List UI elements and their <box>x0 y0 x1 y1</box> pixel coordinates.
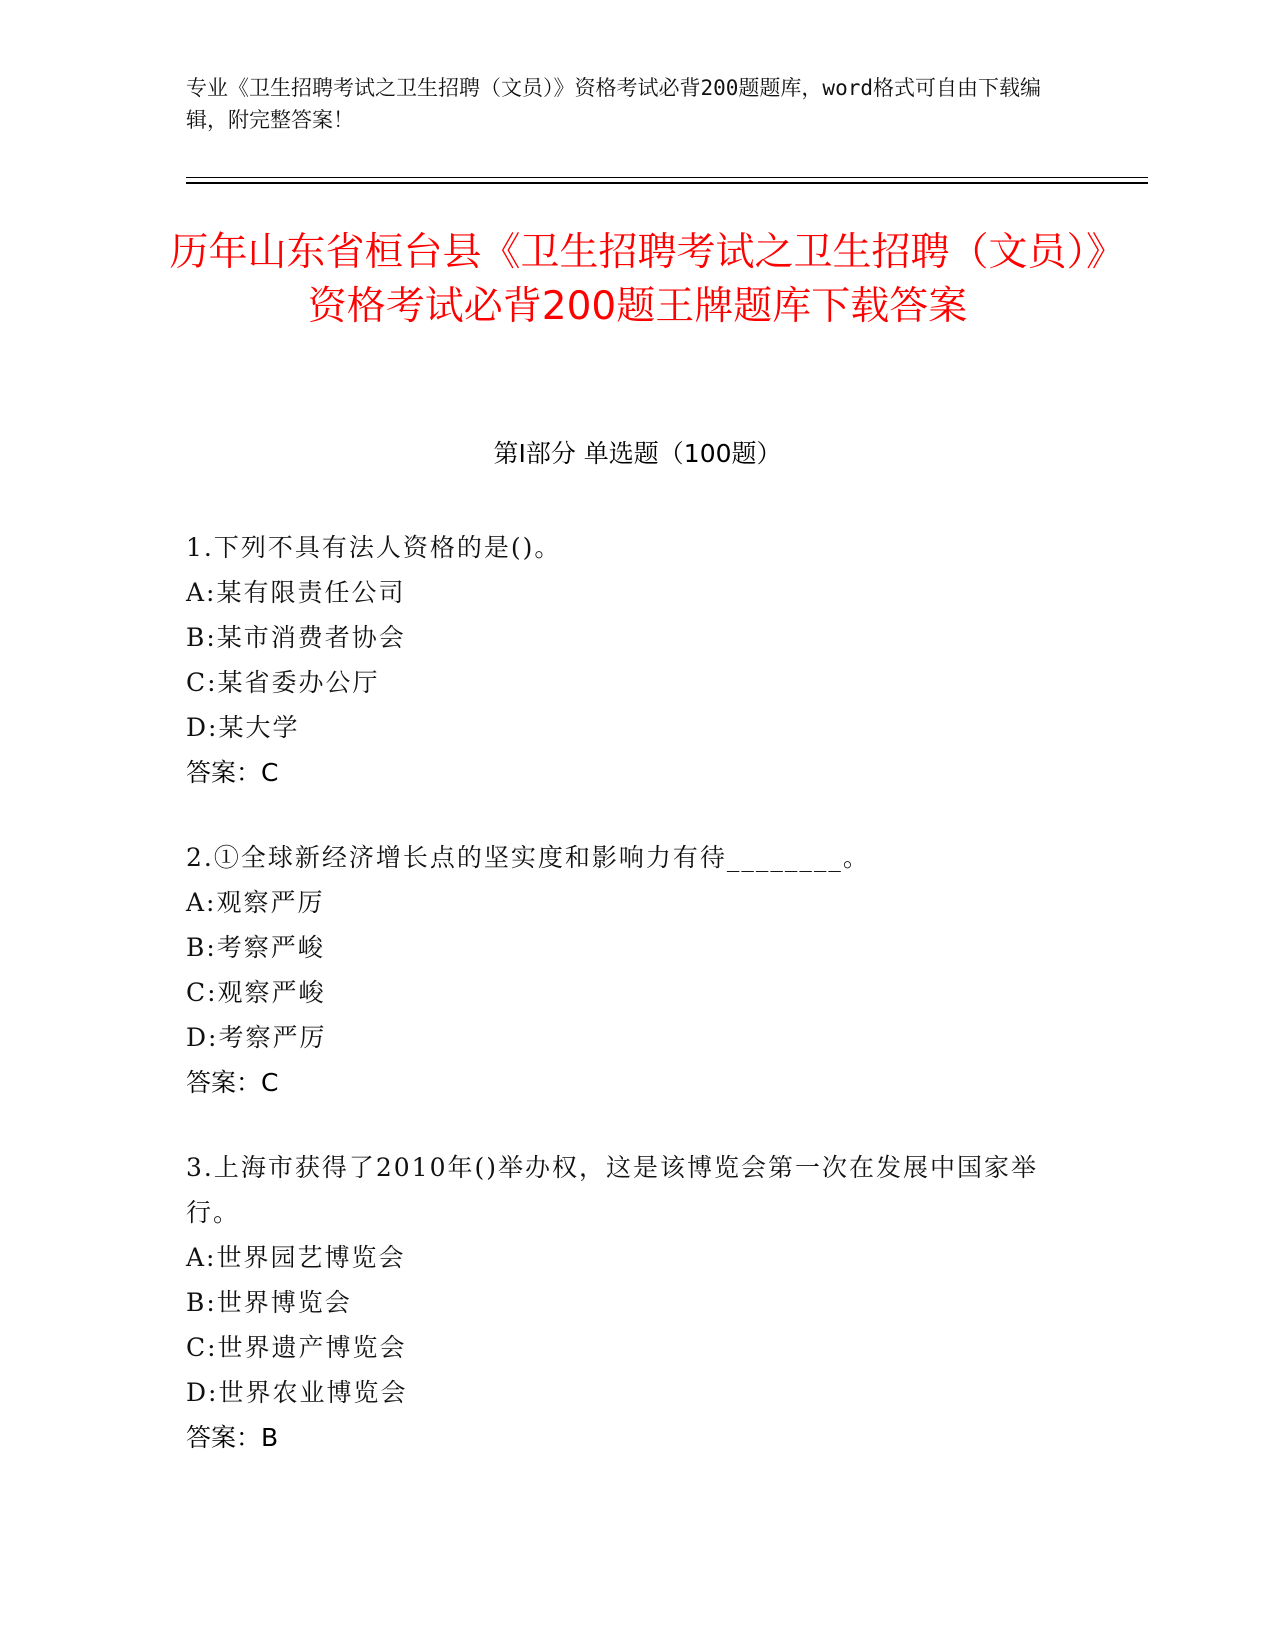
option-b: B:某市消费者协会 <box>186 623 406 652</box>
option-d: D:某大学 <box>186 713 300 742</box>
question-stem: 2.①全球新经济增长点的坚实度和影响力有待________。 <box>186 843 870 872</box>
option-c: C:观察严峻 <box>186 978 326 1007</box>
question-stem: 1.下列不具有法人资格的是()。 <box>186 533 562 562</box>
header-note: 专业《卫生招聘考试之卫生招聘（文员）》资格考试必背200题题库，word格式可自由下载编辑，附完整答案！ <box>186 76 1041 132</box>
option-d: D:考察严厉 <box>186 1023 327 1052</box>
question-item <box>186 1145 1086 1460</box>
option-a: A:世界园艺博览会 <box>186 1243 406 1272</box>
answer-label: 答案：C <box>186 758 279 787</box>
answer-label: 答案：B <box>186 1423 279 1452</box>
question-stem: 3.上海市获得了2010年()举办权，这是该博览会第一次在发展中国家举行。 <box>186 1153 1038 1227</box>
header-rule-thin <box>186 177 1148 178</box>
option-c: C:世界遗产博览会 <box>186 1333 407 1362</box>
option-a: A:某有限责任公司 <box>186 578 406 607</box>
option-d: D:世界农业博览会 <box>186 1378 408 1407</box>
document-title: 历年山东省桓台县《卫生招聘考试之卫生招聘（文员）》资格考试必背200题王牌题库下载答案 <box>169 230 1106 329</box>
option-b: B:考察严峻 <box>186 933 325 962</box>
answer-label: 答案：C <box>186 1068 279 1097</box>
header-rule-thick <box>186 182 1148 184</box>
question-list <box>186 525 1086 1500</box>
section-heading: 第Ⅰ部分 单选题（100题） <box>493 439 782 468</box>
option-a: A:观察严厉 <box>186 888 325 917</box>
option-c: C:某省委办公厅 <box>186 668 380 697</box>
question-item <box>186 525 1086 795</box>
option-b: B:世界博览会 <box>186 1288 352 1317</box>
question-item <box>186 835 1086 1105</box>
